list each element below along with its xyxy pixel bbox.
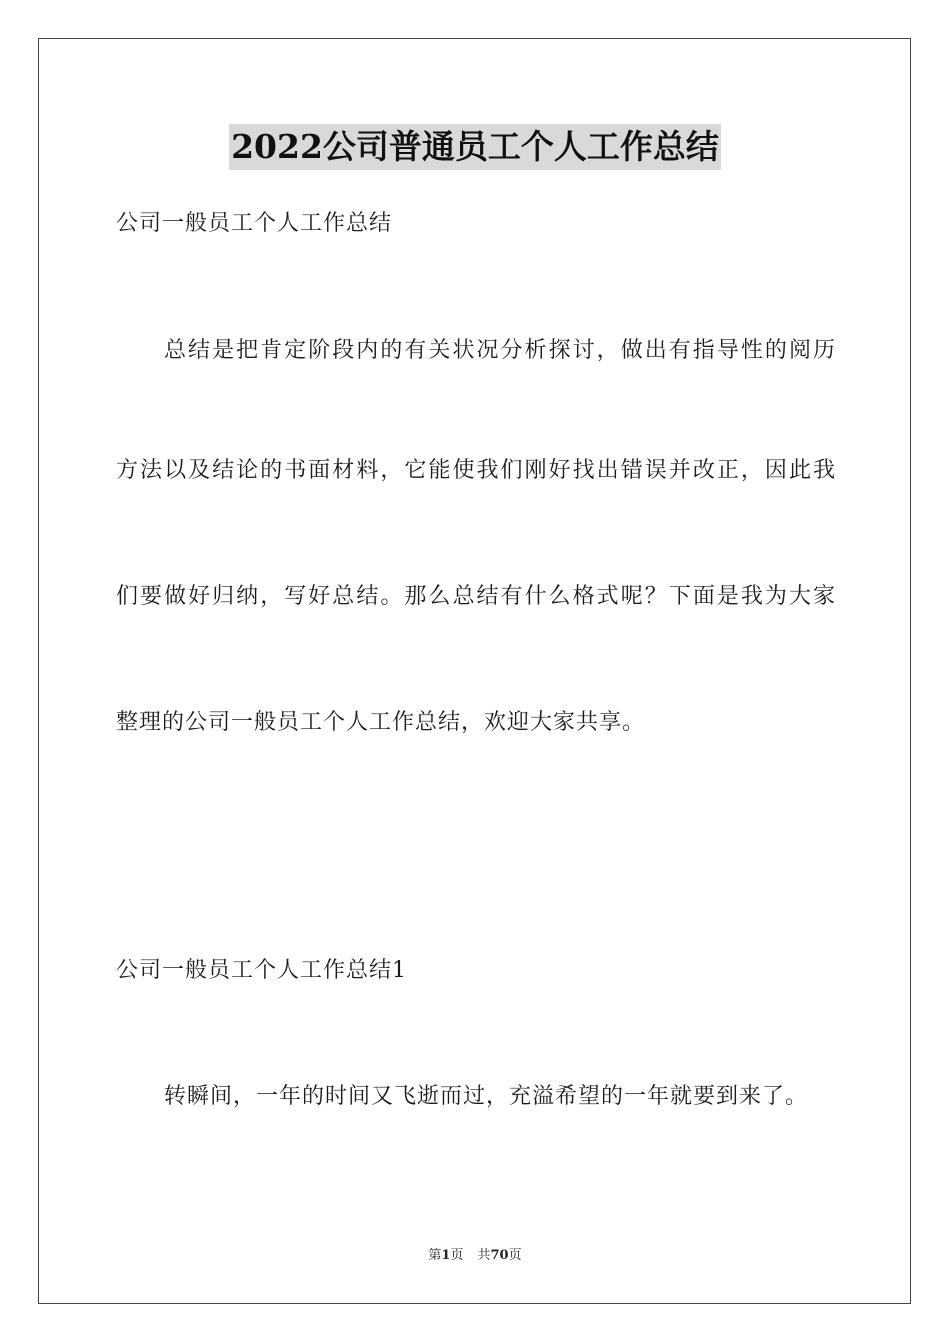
- footer-total-prefix: 共: [477, 1248, 491, 1263]
- page-footer: [0, 1247, 950, 1265]
- intro-line-1: 总结是把肯定阶段内的有关状况分析探讨，做出有指导性的阅历: [164, 338, 836, 363]
- title-container: [0, 124, 950, 170]
- document-title: 2022公司普通员工个人工作总结: [229, 124, 721, 170]
- intro-line-4: 整理的公司一般员工个人工作总结，欢迎大家共享。: [116, 710, 646, 735]
- section-heading: 公司一般员工个人工作总结1: [116, 958, 407, 983]
- footer-page-prefix: 第: [428, 1248, 442, 1263]
- footer-total-pages: 70: [490, 1248, 509, 1263]
- section-first-line: 转瞬间，一年的时间又飞逝而过，充溢希望的一年就要到来了。: [164, 1084, 809, 1109]
- footer-page-number: 1: [441, 1248, 451, 1263]
- footer-page-suffix: 页: [450, 1248, 464, 1263]
- document-subtitle: 公司一般员工个人工作总结: [116, 211, 393, 236]
- intro-line-2: 方法以及结论的书面材料，它能使我们刚好找出错误并改正，因此我: [116, 458, 836, 483]
- intro-line-3: 们要做好归纳，写好总结。那么总结有什么格式呢？下面是我为大家: [116, 584, 836, 609]
- footer-total-suffix: 页: [508, 1248, 522, 1263]
